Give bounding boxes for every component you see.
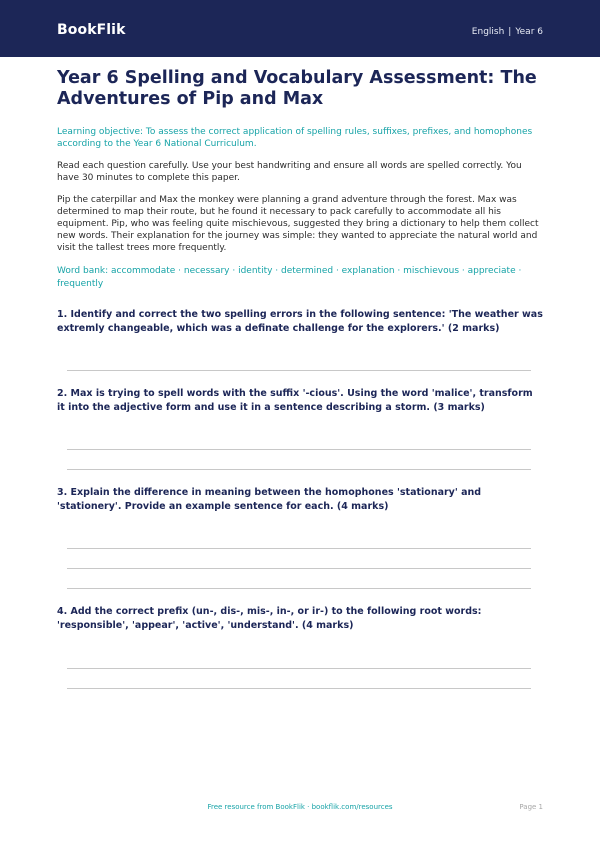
instructions: Read each question carefully. Use your best handwriting and ensure all words are spelled correctly. You have 30 minutes to complete this paper. (57, 161, 522, 183)
learning-objective: Learning objective: To assess the correct application of spelling rules, suffixes, prefixes, and homophones according to the Year 6 National Curriculum. (57, 127, 533, 149)
worksheet-title: Year 6 Spelling and Vocabulary Assessment: The Adventures of Pip and Max (57, 68, 537, 109)
footer-credit: Free resource from BookFlik · bookflik.com/resources (207, 803, 393, 811)
answer-line[interactable] (67, 415, 531, 450)
meta-separator: | (508, 27, 512, 37)
answer-line[interactable] (67, 633, 531, 669)
answer-line[interactable] (67, 569, 531, 589)
brand-logo: BookFlik (57, 22, 126, 38)
answer-line[interactable] (67, 450, 531, 470)
answer-line[interactable] (67, 669, 531, 689)
worksheet-body (57, 68, 543, 689)
question-2: 2. Max is trying to spell words with the suffix '-cious'. Using the word 'malice', transform it into the adjective form and use it in a sentence describing a storm. (3 marks) (57, 388, 533, 413)
story-passage: Pip the caterpillar and Max the monkey were planning a grand adventure through the forest. Max was determined to map their route, but he found it necessary to pack carefully to accommodate all his equipment. Pip, who was feeling quite mischievous, suggested they bring a dictionary to help them collect new words. Their explanation for the journey was simple: they wanted to appreciate the natural world and visit the tallest trees more frequently. (57, 195, 539, 253)
question-3: 3. Explain the difference in meaning between the homophones 'stationary' and 'stationery'. Provide an example sentence for each. (4 marks) (57, 487, 482, 512)
answer-line[interactable] (67, 336, 531, 371)
page-header (0, 0, 600, 57)
answer-line[interactable] (67, 549, 531, 569)
word-bank: Word bank: accommodate · necessary · identity · determined · explanation · mischievous · appreciate · frequently (57, 266, 522, 289)
year-label: Year 6 (515, 27, 543, 37)
question-1: 1. Identify and correct the two spelling errors in the following sentence: 'The weather was extremly changeable, which was a definate challenge for the explorers.' (2 marks) (57, 309, 543, 334)
answer-line[interactable] (67, 514, 531, 549)
question-4: 4. Add the correct prefix (un-, dis-, mis-, in-, or ir-) to the following root words: 'responsible', 'appear', 'active', 'understand'. (4 marks) (57, 606, 482, 631)
page-number: Page 1 (519, 803, 543, 811)
subject-label: English (471, 27, 505, 37)
header-meta (472, 27, 543, 37)
